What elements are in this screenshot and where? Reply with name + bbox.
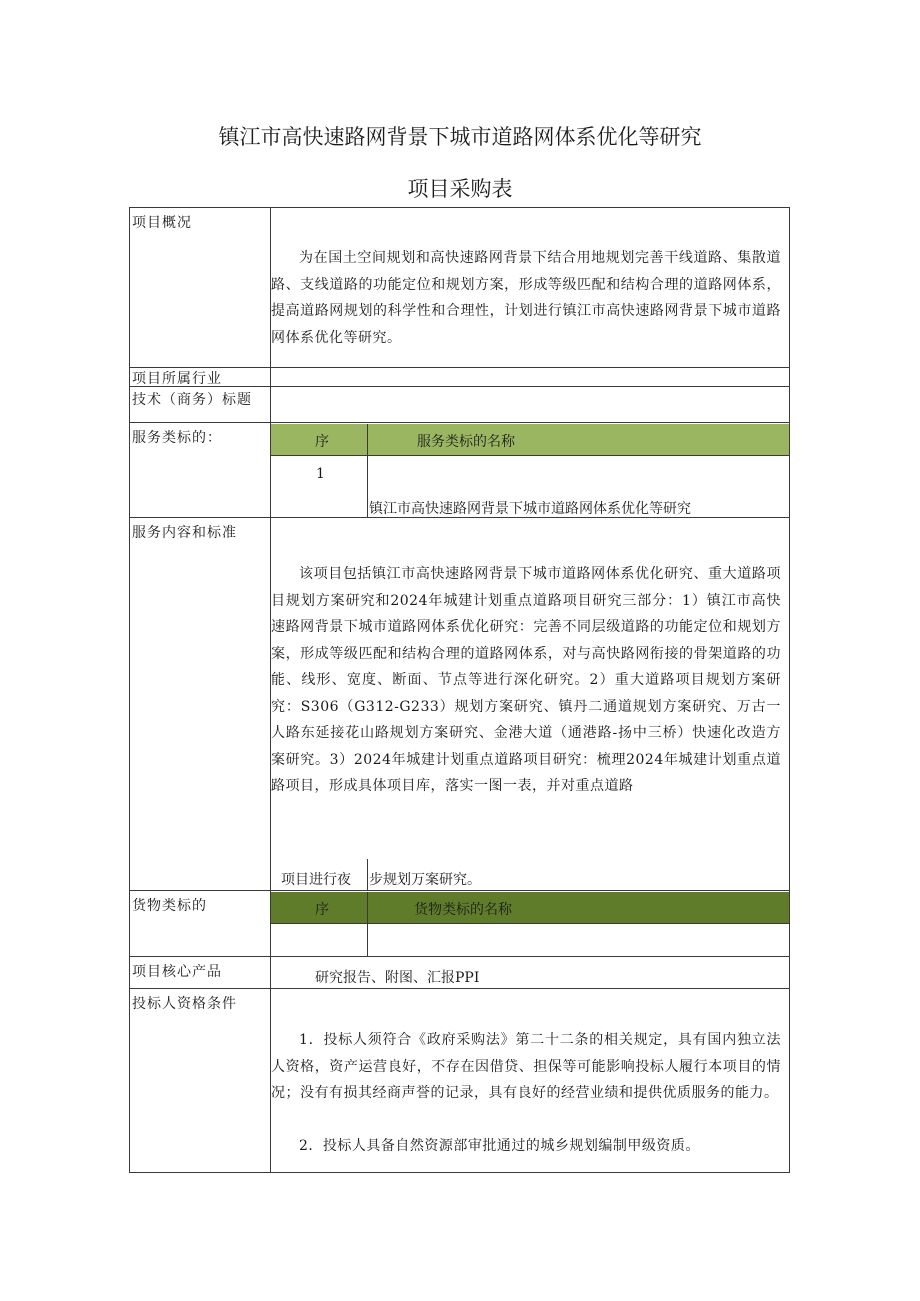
service-content-label: 服务内容和标准 (130, 518, 271, 890)
row-industry (130, 368, 789, 387)
service-items-header (271, 424, 789, 455)
goods-items-label: 货物类标的 (130, 891, 271, 956)
row-qualification (130, 989, 789, 1172)
qualification-item-1: 1．投标人须符合《政府采购法》第二十二条的相关规定，具有国内独立法人资格，资产运营良好，不存在因借贷、担保等可能影响投标人履行本项目的情况；没有有损其经商声誉的记录，具有良好的经营业绩和提供优质服务的能力。 (271, 1032, 781, 1101)
goods-items-header (271, 892, 789, 923)
procurement-table (129, 207, 790, 1173)
row-core-products (130, 957, 789, 989)
row-overview (130, 208, 789, 368)
goods-col-no: 序 (315, 902, 329, 918)
goods-col-name: 货物类标的名称 (414, 902, 512, 918)
row-service-items (130, 423, 789, 518)
industry-value (271, 368, 789, 386)
document-title: 镇江市高快速路网背景下城市道路网体系优化等研究 (218, 125, 702, 149)
row-goods-items (130, 891, 789, 957)
core-products-value: 研究报告、附图、汇报PPI (315, 970, 480, 986)
qualification-label: 投标人资格条件 (130, 989, 271, 1172)
document-subtitle: 项目采购表 (407, 177, 513, 201)
service-col-no: 序 (315, 434, 329, 450)
service-item-no: 1 (316, 466, 325, 482)
industry-label: 项目所属行业 (130, 368, 271, 386)
row-tech-title (130, 387, 789, 423)
service-content-tail-right: 步规划万案研究。 (369, 872, 481, 888)
overview-text: 为在国土空间规划和高快速路网背景下结合用地规划完善干线道路、集散道路、支线道路的功能定位和规划方案，形成等级匹配和结构合理的道路网体系，提高道路网规划的科学性和合理性，计划进行镇江市高快速路网背景下城市道路网体系优化等研究。 (271, 250, 781, 346)
service-col-name: 服务类标的名称 (417, 434, 515, 450)
service-content-text: 该项目包括镇江市高快速路网背景下城市道路网体系优化研究、重大道路项目规划方案研究和2024年城建计划重点道路项目研究三部分：1）镇江市高快速路网背景下城市道路网体系优化研究：完善不同层级道路的功能定位和规划方案，形成等级匹配和结构合理的道路网体系，对与高快路网衔接的骨架道路的功能、线形、宽度、断面、节点等进行深化研究。2）重大道路项目规划方案研究：S306（G312-G233）规划方案研究、镇丹二通道规划方案研究、万古一人路东延接花山路规划方案研究、金港大道（通港路-扬中三桥）快速化改造方案研究。3）2024年城建计划重点道路项目研究：梳理2024年城建计划重点道路项目，形成具体项目库，落实一图一表，并对重点道路 (271, 566, 781, 794)
service-item-name: 镇江市高快速路网背景下城市道路网体系优化等研究 (369, 501, 691, 517)
core-products-label: 项目核心产品 (130, 957, 271, 988)
service-items-label: 服务类标的： (130, 423, 271, 517)
tech-title-value (271, 387, 789, 422)
goods-item-row (271, 923, 789, 957)
service-item-row (271, 455, 789, 518)
overview-label: 项目概况 (130, 208, 271, 367)
service-content-tail-left: 项目进行夜 (281, 872, 351, 888)
row-service-content (130, 518, 789, 891)
qualification-item-2: 2．投标人具备自然资源部审批通过的城乡规划编制甲级资质。 (299, 1138, 700, 1154)
tech-title-label: 技术（商务）标题 (130, 387, 271, 422)
